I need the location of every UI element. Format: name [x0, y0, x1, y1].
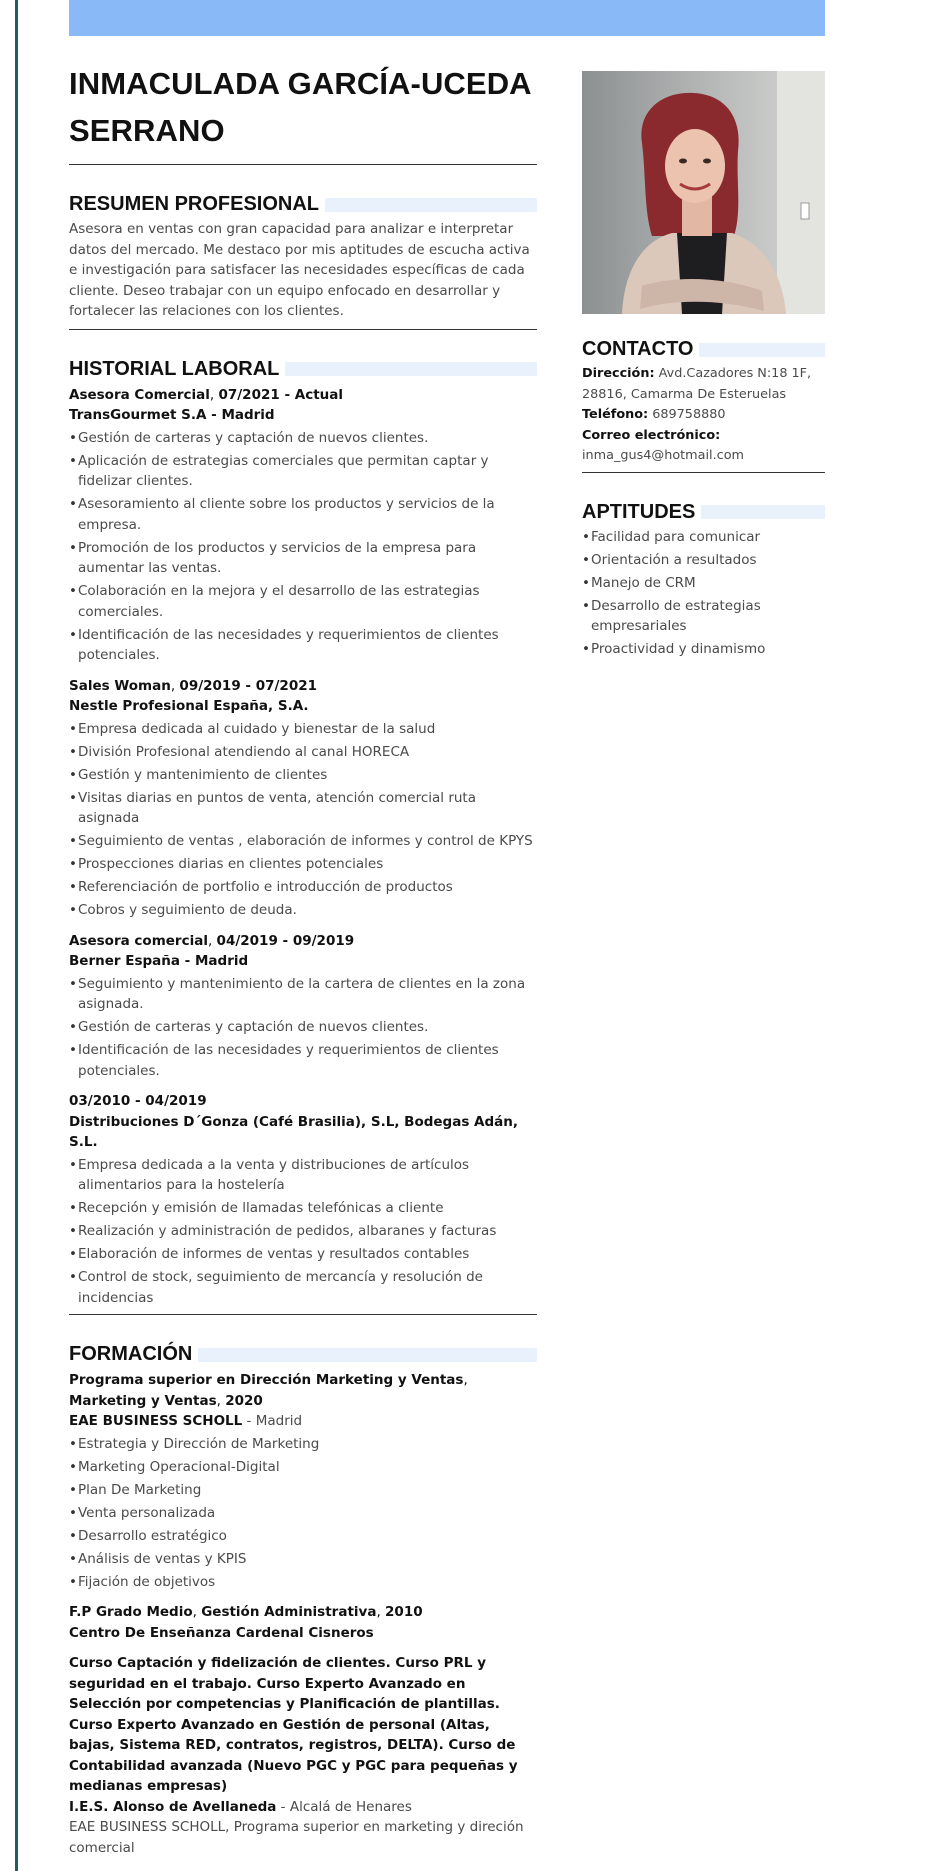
education-heading: FORMACIÓN	[69, 1343, 193, 1365]
list-item: • Prospecciones diarias en clientes potenciales	[69, 854, 537, 875]
list-item: • Empresa dedicada a la venta y distribuciones de artículos alimentarios para la hostelería	[69, 1155, 537, 1196]
courses-school-line: I.E.S. Alonso de Avellaneda - Alcalá de Henares	[69, 1798, 412, 1815]
job-title-line: Asesora Comercial, 07/2021 - Actual	[69, 386, 343, 403]
skills-heading-row	[582, 501, 825, 524]
heading-accent-bar	[701, 505, 825, 519]
school-name: EAE BUSINESS SCHOLL	[69, 1413, 243, 1429]
list-item: • Recepción y emisión de llamadas telefónicas a cliente	[69, 1198, 537, 1219]
divider	[582, 472, 825, 473]
list-item: • Promoción de los productos y servicios de la empresa para aumentar las ventas.	[69, 538, 537, 579]
list-item: • Cobros y seguimiento de deuda.	[69, 900, 537, 921]
job-entry	[69, 676, 537, 921]
summary-text: Asesora en ventas con gran capacidad para analizar e interpretar datos del mercado. Me destaco por mis aptitudes de escucha activa e investigación para satisfacer las necesidades específicas de cada cliente. Deseo trabajar con un equipo enfocado en desarrollar y fortalecer las relaciones con los clientes.	[69, 221, 530, 319]
address-value: Avd.Cazadores N:18 1F, 28816, Camarma De Esteruelas	[582, 366, 812, 402]
job-duties	[69, 428, 537, 666]
job-company: Distribuciones D´Gonza (Café Brasilia), S.L, Bodegas Adán, S.L.	[69, 1113, 519, 1150]
list-item: • Colaboración en la mejora y el desarrollo de las estrategias comerciales.	[69, 581, 537, 622]
header-color-band	[69, 0, 825, 36]
list-item: • Aplicación de estrategias comerciales que permitan captar y fidelizar clientes.	[69, 451, 537, 492]
list-item: • Manejo de CRM	[582, 573, 825, 594]
education-entry	[69, 1602, 537, 1643]
list-item: • Asesoramiento al cliente sobre los productos y servicios de la empresa.	[69, 494, 537, 535]
list-item: • Fijación de objetivos	[69, 1572, 537, 1593]
phone-label: Teléfono:	[582, 407, 649, 422]
course-topics	[69, 1434, 537, 1593]
degree-year: 2010	[385, 1604, 423, 1620]
email-value[interactable]: inma_gus4@hotmail.com	[582, 448, 744, 463]
side-column	[582, 71, 825, 662]
summary-heading-row	[69, 193, 537, 216]
job-dates: 04/2019 - 09/2019	[216, 932, 355, 949]
degree-title: F.P Grado Medio	[69, 1604, 193, 1620]
job-title-line: Sales Woman, 09/2019 - 07/2021	[69, 677, 318, 694]
heading-accent-bar	[699, 343, 825, 357]
list-item: • Desarrollo estratégico	[69, 1526, 537, 1547]
list-item: • Identificación de las necesidades y requerimientos de clientes potenciales.	[69, 1040, 537, 1081]
school-location: Madrid	[255, 1413, 303, 1429]
email-label: Correo electrónico:	[582, 427, 721, 443]
contact-heading: CONTACTO	[582, 338, 694, 360]
divider	[69, 1314, 537, 1315]
job-company: Nestle Profesional España, S.A.	[69, 698, 309, 714]
courses-note: EAE BUSINESS SCHOLL, Programa superior en marketing y direción comercial	[69, 1819, 524, 1856]
list-item: • Plan De Marketing	[69, 1480, 537, 1501]
main-column	[69, 56, 537, 1865]
phone-line	[582, 405, 825, 426]
job-dates: 03/2010 - 04/2019	[69, 1093, 207, 1109]
list-item: • Facilidad para comunicar	[582, 527, 825, 548]
list-item: • Referenciación de portfolio e introducción de productos	[69, 877, 537, 898]
job-dates: 09/2019 - 07/2021	[179, 677, 318, 694]
list-item: • Visitas diarias en puntos de venta, atención comercial ruta asignada	[69, 788, 537, 829]
skills-list	[582, 527, 825, 660]
degree-field: Gestión Administrativa	[201, 1604, 377, 1620]
job-company: Berner España - Madrid	[69, 953, 249, 969]
degree-line: Programa superior en Dirección Marketing y Ventas, Marketing y Ventas, 2020	[69, 1372, 468, 1409]
list-item: • Seguimiento y mantenimiento de la cartera de clientes en la zona asignada.	[69, 974, 537, 1015]
list-item: • Realización y administración de pedidos, albaranes y facturas	[69, 1221, 537, 1242]
list-item: • Análisis de ventas y KPIS	[69, 1549, 537, 1570]
degree-year: 2020	[225, 1392, 263, 1409]
list-item: • Marketing Operacional-Digital	[69, 1457, 537, 1478]
job-entry	[69, 1091, 537, 1308]
list-item: • Control de stock, seguimiento de mercancía y resolución de incidencias	[69, 1267, 537, 1308]
education-entry	[69, 1370, 537, 1592]
heading-accent-bar	[198, 1348, 537, 1362]
email-label-line	[582, 426, 825, 447]
address-line	[582, 364, 825, 405]
courses-location: Alcalá de Henares	[289, 1798, 412, 1815]
list-item: • Proactividad y dinamismo	[582, 639, 825, 660]
list-item: • Empresa dedicada al cuidado y bienestar de la salud	[69, 719, 537, 740]
list-item: • Elaboración de informes de ventas y resultados contables	[69, 1244, 537, 1265]
job-duties	[69, 974, 537, 1082]
degree-title: Programa superior en Dirección Marketing y Ventas	[69, 1372, 464, 1388]
school-name: Centro De Enseñanza Cardenal Cisneros	[69, 1624, 374, 1641]
school-line: EAE BUSINESS SCHOLL - Madrid	[69, 1413, 303, 1429]
job-dates: 07/2021 - Actual	[218, 386, 343, 403]
job-entry	[69, 931, 537, 1082]
job-title: Sales Woman	[69, 677, 171, 694]
divider	[69, 164, 537, 165]
job-title: Asesora Comercial	[69, 386, 210, 403]
degree-line: F.P Grado Medio, Gestión Administrativa, 2010	[69, 1604, 423, 1620]
list-item: • Gestión y mantenimiento de clientes	[69, 765, 537, 786]
courses-text: Curso Captación y fidelización de clientes. Curso PRL y seguridad en el trabajo. Curso Experto Avanzado en Selección por competencias y Planificación de plantillas. Curso Experto Avanzado en Gestión de personal (Altas, bajas, Sistema RED, contratos, registros, DELTA). Curso de Contabilidad avanzada (Nuevo PGC y PGC para pequeñas y medianas empresas)	[69, 1655, 518, 1794]
degree-field: Marketing y Ventas	[69, 1392, 217, 1409]
list-item: • Venta personalizada	[69, 1503, 537, 1524]
list-item: • División Profesional atendiendo al canal HORECA	[69, 742, 537, 763]
skills-heading: APTITUDES	[582, 500, 696, 523]
list-item: • Gestión de carteras y captación de nuevos clientes.	[69, 428, 537, 449]
job-entry	[69, 385, 537, 666]
job-company: TransGourmet S.A - Madrid	[69, 407, 275, 423]
address-label: Dirección:	[582, 366, 655, 381]
list-item: • Orientación a resultados	[582, 550, 825, 571]
list-item: • Seguimiento de ventas , elaboración de informes y control de KPYS	[69, 831, 537, 852]
job-duties	[69, 719, 537, 921]
work-heading-row	[69, 358, 537, 381]
education-heading-row	[69, 1343, 537, 1366]
work-heading: HISTORIAL LABORAL	[69, 357, 280, 380]
candidate-name: INMACULADA GARCÍA-UCEDA SERRANO	[69, 66, 531, 148]
courses-school: I.E.S. Alonso de Avellaneda	[69, 1798, 277, 1815]
list-item: • Identificación de las necesidades y requerimientos de clientes potenciales.	[69, 625, 537, 666]
phone-value: 689758880	[652, 407, 726, 422]
heading-accent-bar	[325, 198, 537, 212]
heading-accent-bar	[285, 362, 537, 376]
job-duties	[69, 1155, 537, 1309]
summary-heading: RESUMEN PROFESIONAL	[69, 193, 320, 215]
job-title: Asesora comercial	[69, 932, 208, 949]
profile-photo	[582, 71, 825, 314]
list-item: • Gestión de carteras y captación de nuevos clientes.	[69, 1017, 537, 1038]
contact-heading-row	[582, 338, 825, 361]
list-item: • Estrategia y Dirección de Marketing	[69, 1434, 537, 1455]
job-title-line: Asesora comercial, 04/2019 - 09/2019	[69, 932, 355, 949]
list-item: • Desarrollo de estrategias empresariales	[582, 596, 825, 637]
page-left-border	[15, 0, 18, 1871]
divider	[69, 329, 537, 330]
